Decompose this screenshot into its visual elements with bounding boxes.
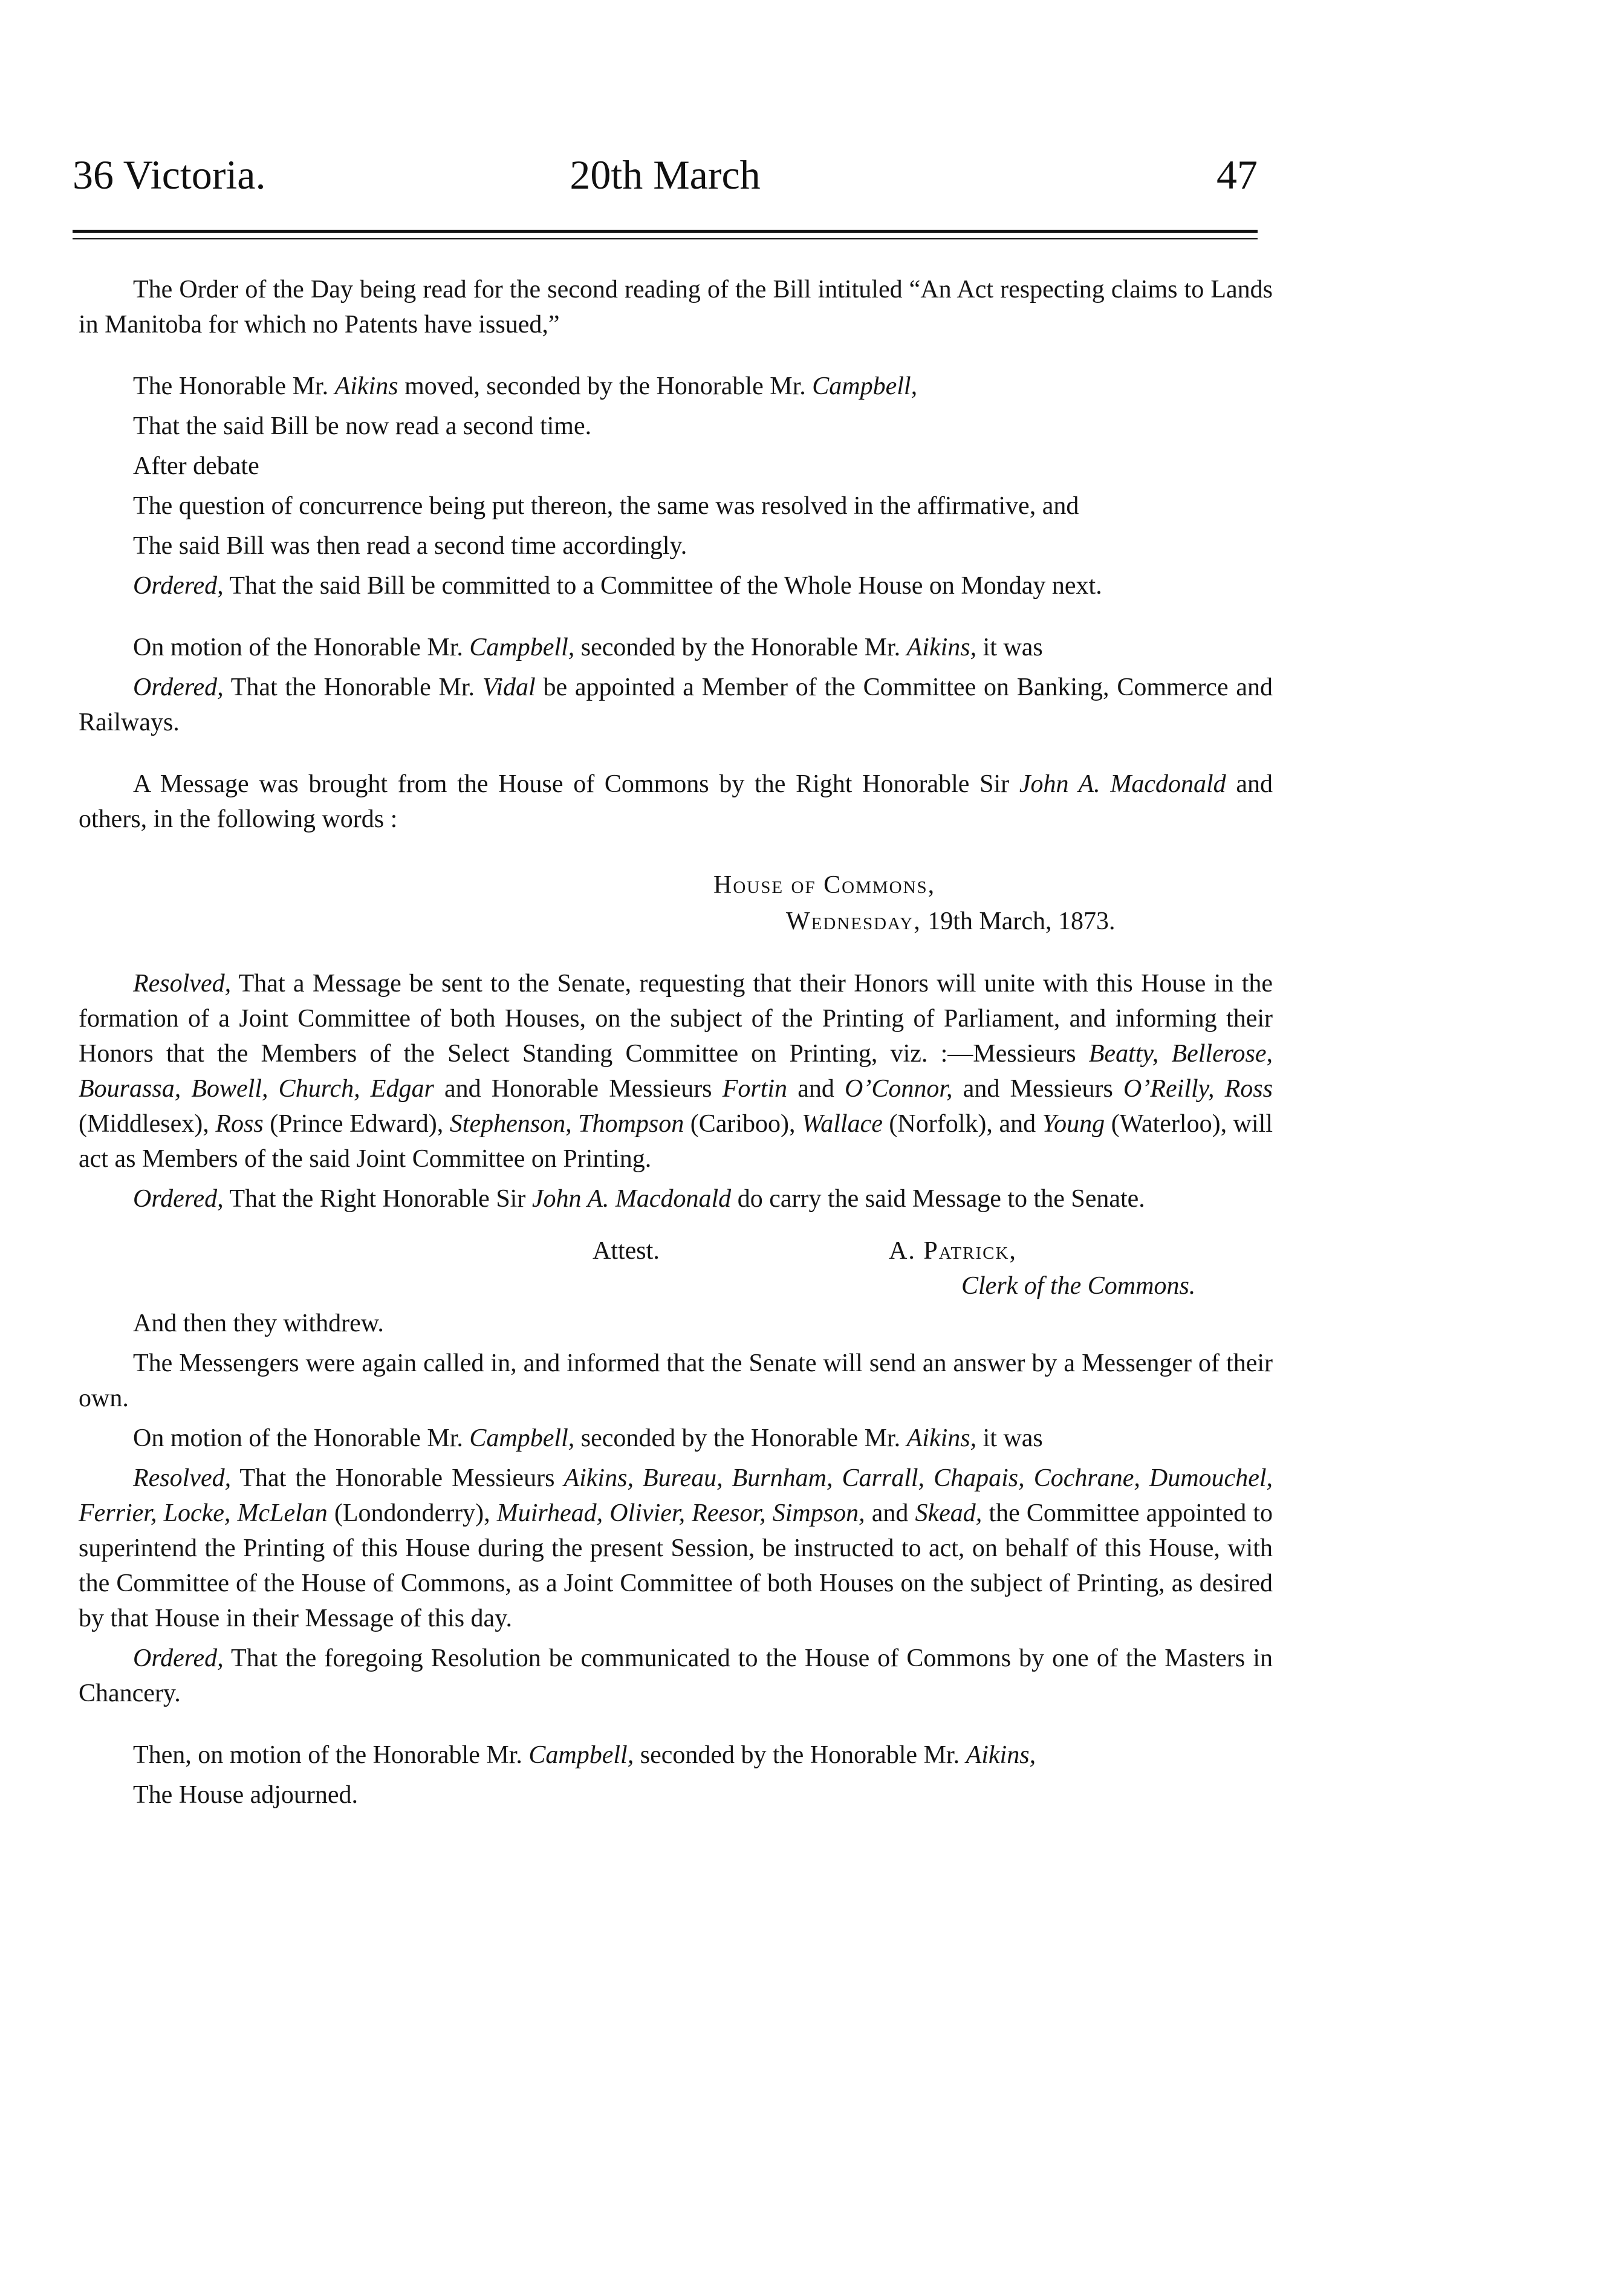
- member-name: Campbell,: [469, 1424, 575, 1452]
- ordered-label: Ordered,: [133, 572, 224, 600]
- member-name: Campbell,: [469, 634, 575, 661]
- resolved-label: Resolved,: [133, 1464, 232, 1492]
- header-rule-thick: [73, 230, 1258, 233]
- attest-signer: A. Patrick,: [889, 1237, 1017, 1265]
- member-name: Campbell,: [528, 1741, 634, 1769]
- running-header: [73, 151, 1258, 206]
- ordered-label: Ordered,: [133, 1185, 224, 1213]
- attest-label: Attest.: [593, 1237, 660, 1265]
- member-name: Vidal: [482, 673, 536, 701]
- header-rule-thin: [73, 238, 1258, 239]
- header-regnal-year: 36 Victoria.: [73, 152, 266, 198]
- address-house: House of Commons,: [713, 871, 936, 899]
- paragraph-read-accordingly: The said Bill was then read a second time accordingly.: [133, 532, 687, 560]
- paragraph-messengers: The Messengers were again called in, and informed that the Senate will send an answer by a Messenger of their own.: [79, 1349, 1273, 1412]
- paragraph-message-brought: A Message was brought from the House of Commons by the Right Honorable Sir John A. Macdonald and others, in the following words :: [79, 770, 1273, 833]
- member-name: Aikins,: [906, 1424, 977, 1452]
- ordered-label: Ordered,: [133, 1644, 224, 1672]
- attestation: [79, 1233, 1273, 1306]
- message-address: [713, 867, 1273, 940]
- paragraph-motion-campbell-2: On motion of the Honorable Mr. Campbell, seconded by the Honorable Mr. Aikins, it was: [133, 1424, 1043, 1452]
- member-name: Aikins,: [906, 634, 977, 661]
- paragraph-message-ordered: Ordered, That the Right Honorable Sir John A. Macdonald do carry the said Message to the Senate.: [133, 1185, 1145, 1213]
- ordered-label: Ordered,: [133, 673, 224, 701]
- paragraph-message-resolved: Resolved, That a Message be sent to the Senate, requesting that their Honors will unite with this House in the formation of a Joint Committee of both Houses, on the subject of the Printing of Parliament, and informing their Honors that the Members of the Select Standing Committee on Printing, viz. :—Messieurs Beatty, Bellerose, Bourassa, Bowell, Church, Edgar and Honorable Messieurs Fortin and O’Connor, and Messieurs O’Reilly, Ross (Middlesex), Ross (Prince Edward), Stephenson, Thompson (Cariboo), Wallace (Norfolk), and Young (Waterloo), will act as Members of the said Joint Committee on Printing.: [79, 970, 1273, 1173]
- paragraph-adjourn-motion: Then, on motion of the Honorable Mr. Campbell, seconded by the Honorable Mr. Aikins,: [133, 1741, 1036, 1769]
- paragraph-ordered-vidal: Ordered, That the Honorable Mr. Vidal be appointed a Member of the Committee on Banking, Commerce and Railways.: [79, 673, 1273, 736]
- address-date-line: Wednesday, 19th March, 1873.: [786, 907, 1116, 935]
- paragraph-ordered-communicated: Ordered, That the foregoing Resolution be communicated to the House of Commons by one of the Masters in Chancery.: [79, 1644, 1273, 1707]
- paragraph-question: The question of concurrence being put thereon, the same was resolved in the affirmative, and: [133, 492, 1079, 520]
- paragraph-withdrew: And then they withdrew.: [133, 1310, 384, 1337]
- member-name: John A. Macdonald: [1019, 770, 1226, 798]
- header-date: 20th March: [570, 152, 761, 198]
- paragraph-adjourned: The House adjourned.: [133, 1781, 359, 1809]
- page-number: 47: [1216, 152, 1258, 198]
- paragraph-ordered-committee: Ordered, That the said Bill be committed to a Committee of the Whole House on Monday next.: [133, 572, 1102, 600]
- attest-clerk-title: Clerk of the Commons.: [961, 1272, 1196, 1300]
- member-name: Campbell,: [812, 372, 918, 400]
- journal-body: [79, 272, 1273, 1817]
- paragraph-after-debate: After debate: [133, 452, 259, 480]
- resolved-label: Resolved,: [133, 970, 232, 998]
- paragraph-order-of-day: The Order of the Day being read for the second reading of the Bill intituled “An Act respecting claims to Lands in Manitoba for which no Patents have issued,”: [79, 276, 1273, 339]
- member-name: Aikins,: [966, 1741, 1036, 1769]
- paragraph-motion: The Honorable Mr. Aikins moved, seconded by the Honorable Mr. Campbell,: [133, 372, 918, 400]
- member-name: Aikins: [334, 372, 398, 400]
- paragraph-second-reading: That the said Bill be now read a second time.: [133, 412, 592, 440]
- paragraph-motion-campbell: On motion of the Honorable Mr. Campbell, seconded by the Honorable Mr. Aikins, it was: [133, 634, 1043, 661]
- member-name: John A. Macdonald: [531, 1185, 732, 1213]
- paragraph-senate-resolved: Resolved, That the Honorable Messieurs Aikins, Bureau, Burnham, Carrall, Chapais, Cochrane, Dumouchel, Ferrier, Locke, McLelan (Londonderry), Muirhead, Olivier, Reesor, Simpson, and Skead, the Committee appointed to superintend the Printing of this House during the present Session, be instructed to act, on behalf of this House, with the Committee of the House of Commons, as a Joint Committee of both Houses on the subject of Printing, as desired by that House in their Message of this day.: [79, 1464, 1273, 1632]
